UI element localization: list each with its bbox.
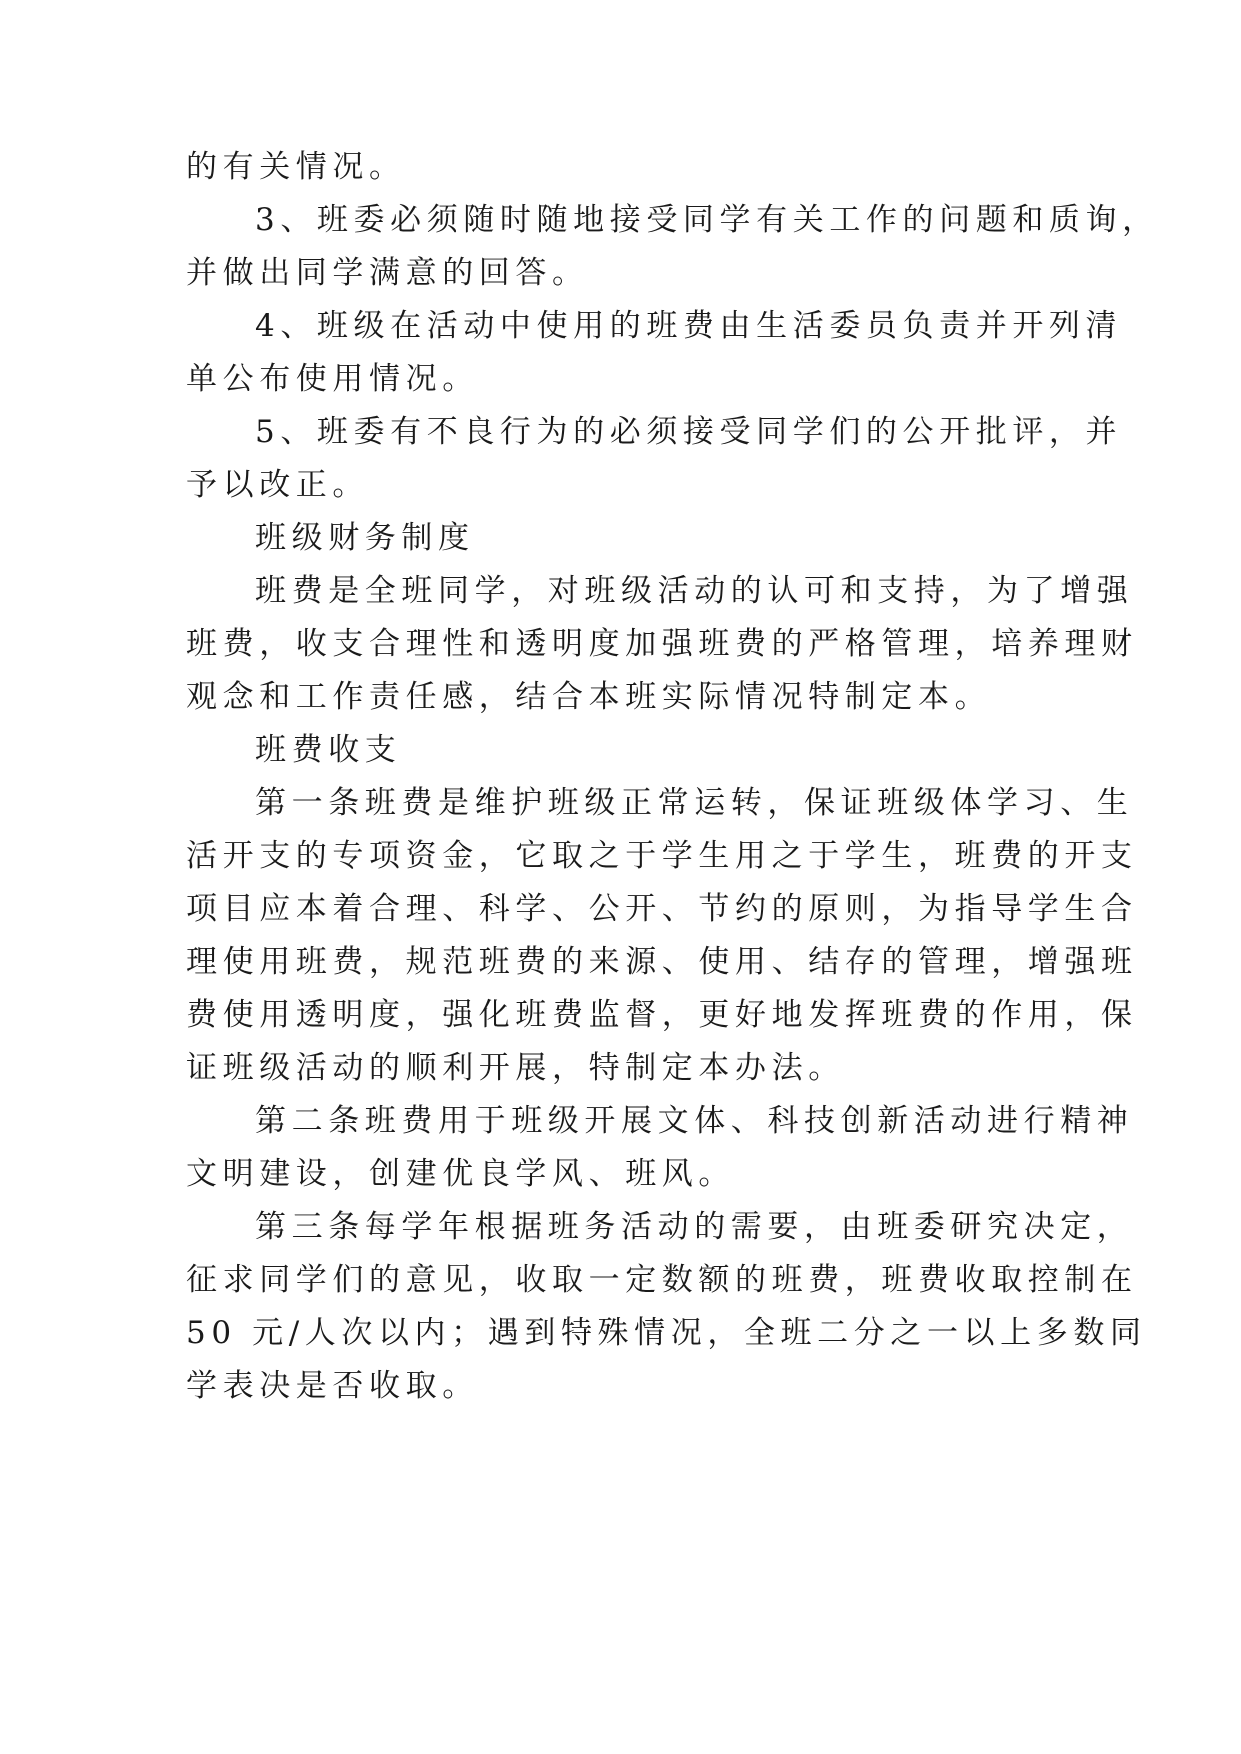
text-line: 证班级活动的顺利开展，特制定本办法。: [186, 1050, 845, 1086]
text-line: 的有关情况。: [186, 149, 406, 185]
text-line: 项目应本着合理、科学、公开、节约的原则，为指导学生合: [186, 891, 1138, 927]
section-heading: 班级财务制度: [255, 520, 475, 556]
section-heading: 班费收支: [255, 732, 402, 768]
text-line: 并做出同学满意的回答。: [186, 255, 589, 291]
text-line: 活开支的专项资金，它取之于学生用之于学生，班费的开支: [186, 838, 1138, 874]
text-line: 第二条班费用于班级开展文体、科技创新活动进行精神: [255, 1103, 1134, 1139]
text-line: 费使用透明度，强化班费监督，更好地发挥班费的作用，保: [186, 997, 1138, 1033]
text-line: 单公布使用情况。: [186, 361, 479, 397]
text-line: 予以改正。: [186, 467, 369, 503]
text-line: 50 元/人次以内；遇到特殊情况，全班二分之一以上多数同: [186, 1315, 1147, 1351]
text-line: 观念和工作责任感，结合本班实际情况特制定本。: [186, 679, 992, 715]
text-line: 5、班委有不良行为的必须接受同学们的公开批评，并: [255, 414, 1123, 450]
text-line: 3、班委必须随时随地接受同学有关工作的问题和质询，: [255, 202, 1159, 238]
text-line: 征求同学们的意见，收取一定数额的班费，班费收取控制在: [186, 1262, 1138, 1298]
text-line: 4、班级在活动中使用的班费由生活委员负责并开列清: [255, 308, 1123, 344]
text-line: 第三条每学年根据班务活动的需要，由班委研究决定，: [255, 1209, 1134, 1245]
text-line: 学表决是否收取。: [186, 1368, 479, 1404]
text-line: 文明建设，创建优良学风、班风。: [186, 1156, 735, 1192]
text-line: 第一条班费是维护班级正常运转，保证班级体学习、生: [255, 785, 1134, 821]
text-line: 班费，收支合理性和透明度加强班费的严格管理，培养理财: [186, 626, 1138, 662]
text-line: 理使用班费，规范班费的来源、使用、结存的管理，增强班: [186, 944, 1138, 980]
text-line: 班费是全班同学，对班级活动的认可和支持，为了增强: [255, 573, 1134, 609]
